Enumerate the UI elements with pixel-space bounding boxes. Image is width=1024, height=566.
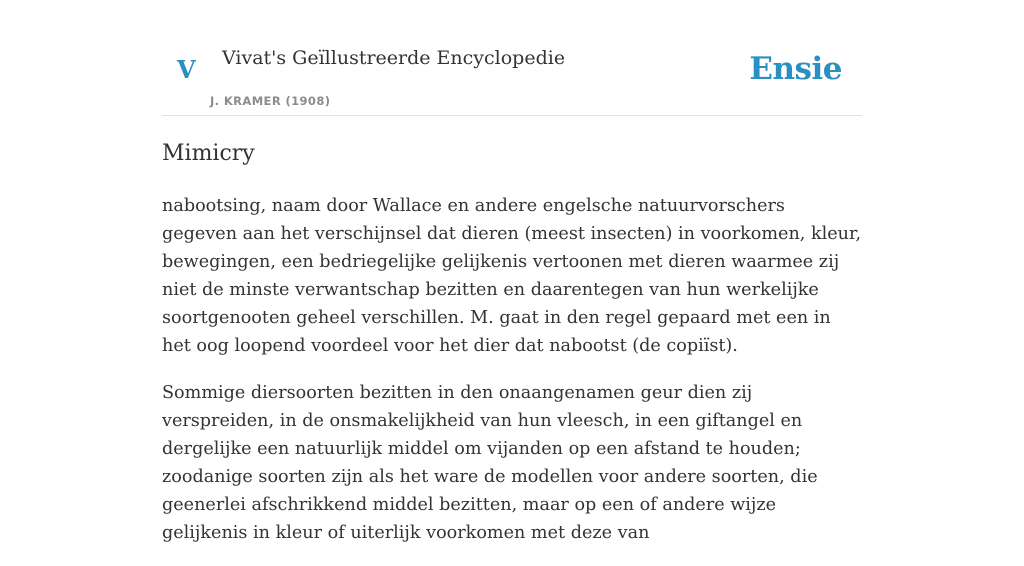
ensie-logo[interactable]: Ensie xyxy=(749,51,842,87)
page xyxy=(162,0,862,543)
entry-paragraph: nabootsing, naam door Wallace en andere engelsche natuurvorschers gegeven aan het verschijnsel dat dieren (meest insecten) in voorkomen, kleur, bewegingen, een bedriegelijke gelijkenis vertoonen met dieren waarmee zij niet de minste verwantschap bezitten en daarentegen van hun werkelijke soortgenooten geheel verschillen. M. gaat in den regel gepaard met een in het oog loopend voordeel voor het dier dat nabootst (de copiïst). xyxy=(162,196,862,356)
book-author: J. KRAMER (1908) xyxy=(210,94,331,108)
book-logo[interactable]: V xyxy=(177,55,196,84)
book-title[interactable]: Vivat's Geïllustreerde Encyclopedie xyxy=(222,47,566,69)
entry-title: Mimicry xyxy=(162,141,255,166)
header xyxy=(162,0,862,116)
entry-body xyxy=(162,192,864,566)
entry-paragraph: Sommige diersoorten bezitten in den onaangenamen geur dien zij verspreiden, in de onsmakelijkheid van hun vleesch, in een giftangel en dergelijke een natuurlijk middel om vijanden op een afstand te houden; zoodanige soorten zijn als het ware de modellen voor andere soorten, die geenerlei afschrikkend middel bezitten, maar op een of andere wijze gelijkenis in kleur of uiterlijk voorkomen met deze van xyxy=(162,383,818,543)
